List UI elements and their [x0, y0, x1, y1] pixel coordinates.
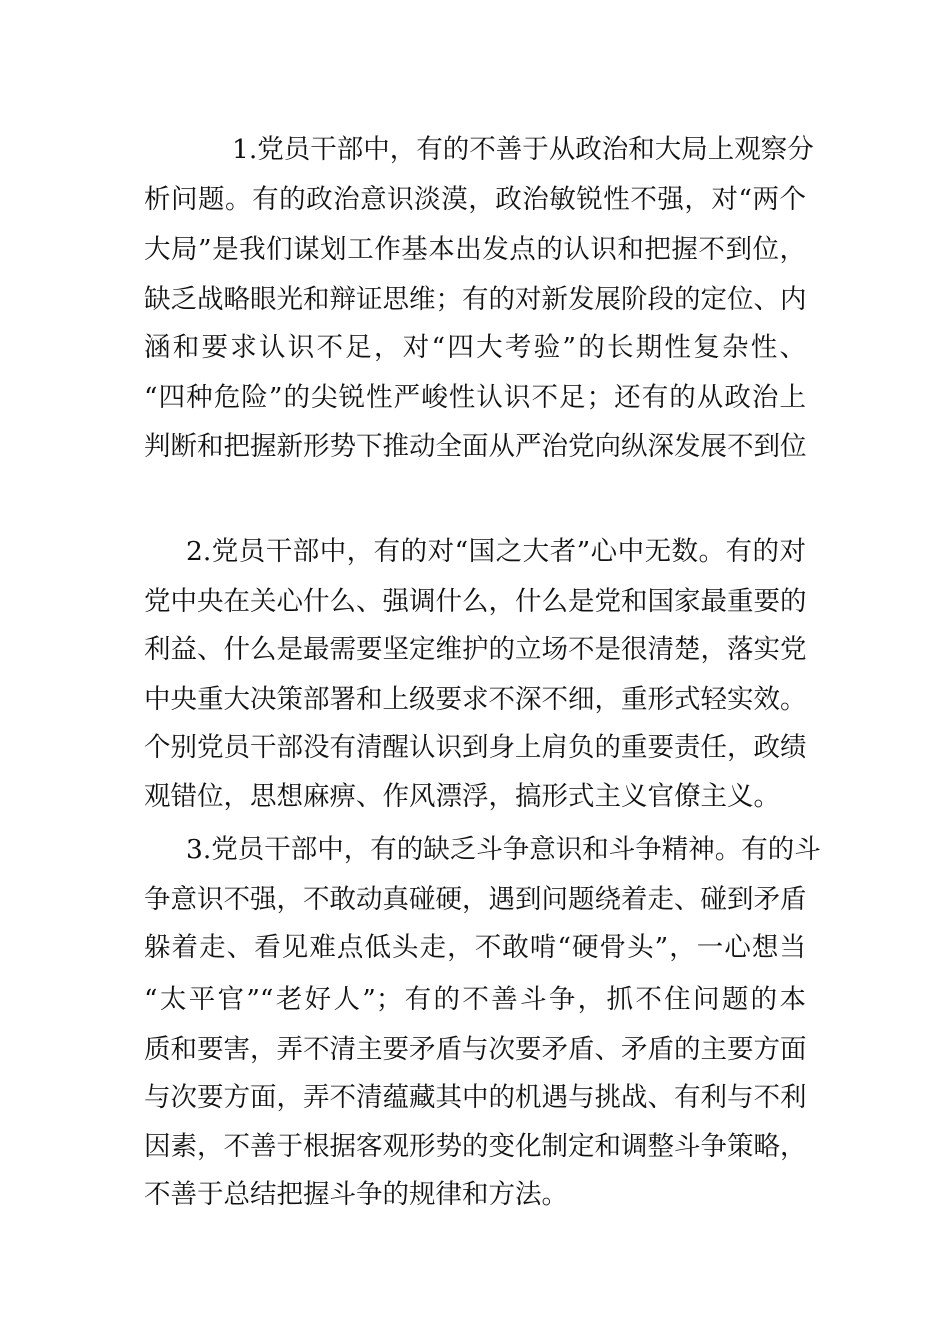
- paragraph-line: 大局”是我们谋划工作基本出发点的认识和把握不到位，: [144, 234, 806, 265]
- paragraph-line: 1.党员干部中，有的不善于从政治和大局上观察分: [232, 134, 814, 165]
- paragraph-line: 不善于总结把握斗争的规律和方法。: [144, 1179, 568, 1210]
- paragraph-line: 观错位，思想麻痹、作风漂浮，搞形式主义官僚主义。: [144, 781, 780, 812]
- paragraph-line: 判断和把握新形势下推动全面从严治党向纵深发展不到位: [144, 431, 807, 462]
- paragraph-line: 缺乏战略眼光和辩证思维；有的对新发展阶段的定位、内: [144, 284, 807, 315]
- paragraph-line: 3.党员干部中，有的缺乏斗争意识和斗争精神。有的斗: [186, 834, 821, 865]
- paragraph-line: 利益、什么是最需要坚定维护的立场不是很清楚，落实党: [144, 634, 807, 665]
- paragraph-line: 个别党员干部没有清醒认识到身上肩负的重要责任，政绩: [144, 732, 807, 763]
- paragraph-line: “太平官”“老好人”；有的不善斗争，抓不住问题的本: [144, 984, 806, 1015]
- paragraph-line: 因素，不善于根据客观形势的变化制定和调整斗争策略，: [144, 1131, 807, 1162]
- paragraph-line: 与次要方面，弄不清蕴藏其中的机遇与挑战、有利与不利: [144, 1082, 807, 1113]
- paragraph-line: 中央重大决策部署和上级要求不深不细，重形式轻实效。: [144, 684, 807, 715]
- paragraph-line: 涵和要求认识不足，对“四大考验”的长期性复杂性、: [144, 332, 806, 363]
- paragraph-line: 争意识不强，不敢动真碰硬，遇到问题绕着走、碰到矛盾: [144, 884, 807, 915]
- paragraph-line: 躲着走、看见难点低头走，不敢啃“硬骨头”，一心想当: [144, 932, 806, 963]
- paragraph-line: 析问题。有的政治意识淡漠，政治敏锐性不强，对“两个: [144, 184, 806, 215]
- paragraph-line: 质和要害，弄不清主要矛盾与次要矛盾、矛盾的主要方面: [144, 1034, 807, 1065]
- paragraph-line: 2.党员干部中，有的对“国之大者”心中无数。有的对: [186, 536, 806, 567]
- paragraph-line: 党中央在关心什么、强调什么，什么是党和国家最重要的: [144, 586, 807, 617]
- paragraph-line: “四种危险”的尖锐性严峻性认识不足；还有的从政治上: [144, 382, 806, 413]
